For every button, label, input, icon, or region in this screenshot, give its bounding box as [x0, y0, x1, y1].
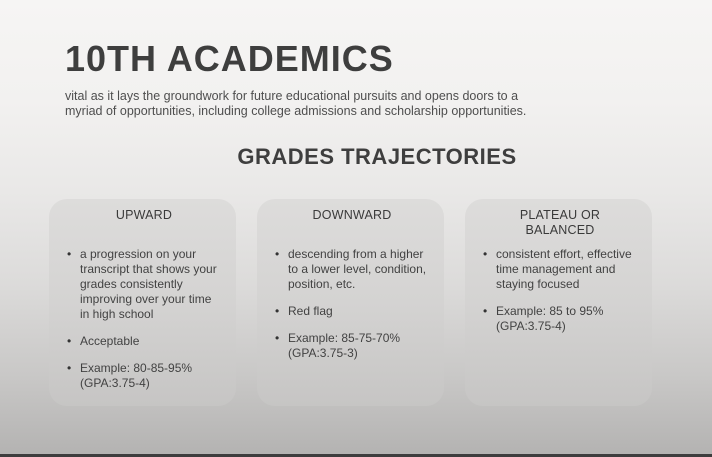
bullet-icon: •: [275, 304, 280, 318]
bullet-text: descending from a higher to a lower level, condition, position, etc.: [288, 247, 427, 291]
card-plateau-or-balanced: [465, 199, 652, 406]
bullet-text: Example: 85-75-70% (GPA:3.75-3): [288, 331, 401, 360]
card-downward: [257, 199, 444, 406]
bullet-text: consistent effort, effective time management and staying focused: [496, 247, 632, 291]
bullet-text: Example: 80-85-95% (GPA:3.75-4): [80, 361, 193, 390]
bullet-icon: •: [483, 304, 488, 318]
bullet-item: [275, 331, 429, 361]
bullet-item: [483, 304, 637, 334]
bullet-list: [67, 247, 221, 391]
bullet-icon: •: [67, 334, 72, 348]
bullet-list: [483, 247, 637, 334]
card-title: DOWNWARD: [312, 208, 392, 222]
bullet-icon: •: [67, 361, 72, 375]
bullet-icon: •: [275, 331, 280, 345]
section-heading: GRADES TRAJECTORIES: [237, 143, 517, 169]
bullet-text: Acceptable: [80, 334, 140, 348]
bullet-text: Example: 85 to 95% (GPA:3.75-4): [496, 304, 604, 333]
bullet-icon: •: [483, 247, 488, 261]
bullet-text: Red flag: [288, 304, 333, 318]
page-title: 10TH ACADEMICS: [65, 38, 394, 79]
card-title: PLATEAU OR BALANCED: [519, 208, 601, 237]
bullet-list: [275, 247, 429, 361]
bullet-item: [275, 247, 429, 292]
bullet-item: [275, 304, 429, 319]
bullet-icon: •: [67, 247, 72, 261]
page-subtitle: vital as it lays the groundwork for future educational pursuits and opens doors to a myriad of opportunities, including college admissions and scholarship opportunities.: [65, 88, 527, 119]
bullet-item: [483, 247, 637, 292]
bullet-item: [67, 247, 221, 322]
bullet-text: a progression on your transcript that shows your grades consistently improving over your time in high school: [80, 247, 217, 321]
card-upward: [49, 199, 236, 406]
slide-header: [0, 0, 712, 120]
bullet-item: [67, 334, 221, 349]
bullet-item: [67, 361, 221, 391]
bullet-icon: •: [275, 247, 280, 261]
cards-row: [49, 199, 652, 406]
card-title: UPWARD: [115, 208, 173, 222]
